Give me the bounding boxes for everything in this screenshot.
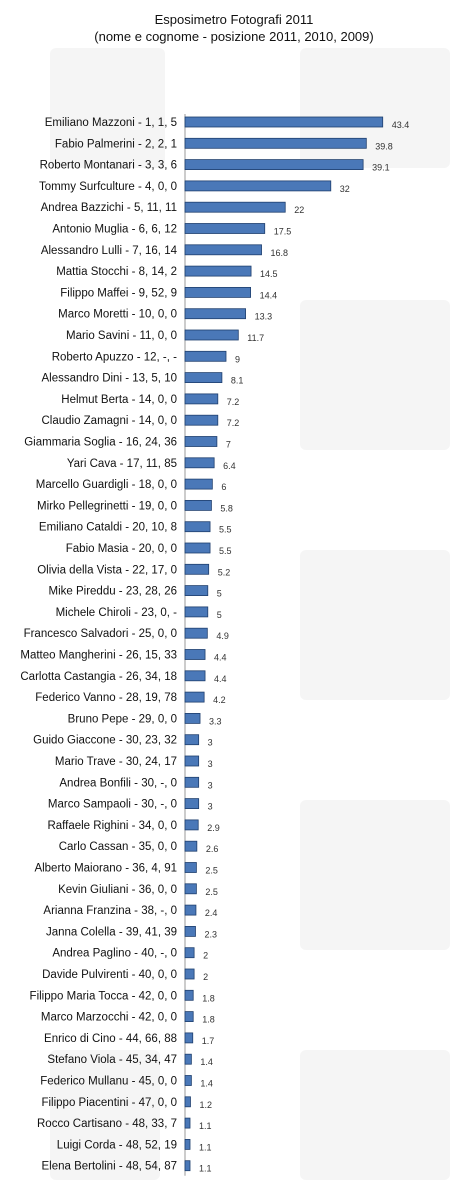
value-label: 2.4 [204,908,218,919]
value-label: 5.8 [220,503,233,514]
category-label: Kevin Giuliani - 36, 0, 0 [58,883,177,896]
category-label: Rocco Cartisano - 48, 33, 7 [37,1118,177,1131]
bar [185,543,210,553]
bar [185,1054,191,1064]
category-label: Marco Marzocchi - 42, 0, 0 [40,1011,177,1024]
bar [185,650,205,660]
category-label: Roberto Montanari - 3, 3, 6 [39,159,177,172]
category-label: Filippo Maffei - 9, 52, 9 [60,287,177,300]
category-label: Mario Trave - 30, 24, 17 [54,756,177,768]
chart-subtitle: (nome e cognome - posizione 2011, 2010, 2009) [94,29,374,44]
category-label: Fabio Masia - 20, 0, 0 [65,543,177,555]
value-label: 4.4 [214,652,227,663]
watermark-block [300,550,450,700]
category-label: Giammaria Soglia - 16, 24, 36 [24,436,177,449]
value-label: 1.1 [199,1121,212,1132]
bar [185,138,366,148]
category-label: Emiliano Cataldi - 20, 10, 8 [38,521,177,534]
bar [185,500,211,510]
category-label: Olivia della Vista - 22, 17, 0 [37,564,177,577]
bar [185,1118,190,1128]
category-label: Matteo Mangherini - 26, 15, 33 [20,649,177,662]
bar [185,330,238,340]
value-label: 3.3 [209,716,222,727]
category-label: Raffaele Righini - 34, 0, 0 [47,819,177,832]
category-label: Stefano Viola - 45, 34, 47 [47,1054,177,1067]
bar [185,1033,193,1043]
value-label: 14.4 [259,290,278,301]
category-label: Alberto Maiorano - 36, 4, 91 [34,862,177,875]
bar [185,266,251,276]
bar [185,564,209,574]
value-label: 8.1 [230,375,244,386]
category-label: Carlotta Castangia - 26, 34, 18 [20,670,177,683]
value-label: 43.4 [391,120,410,130]
value-label: 2.9 [207,822,220,833]
category-label: Michele Chiroli - 23, 0, - [55,606,177,619]
value-label: 1.7 [201,1035,215,1046]
bar [185,884,196,894]
category-label: Fabio Palmerini - 2, 2, 1 [54,138,177,151]
value-label: 5.5 [219,524,232,535]
bar [185,586,208,596]
category-label: Claudio Zamagni - 14, 0, 0 [41,415,177,428]
bar [185,628,207,638]
bar [185,756,199,766]
bar [185,777,199,787]
category-label: Carlo Cassan - 35, 0, 0 [58,841,177,854]
value-label: 11.7 [247,333,265,343]
chart-title: Esposimetro Fotografi 2011 [154,12,314,27]
bar [185,224,265,234]
value-label: 17.5 [273,226,292,237]
bar [185,1139,190,1149]
category-label: Luigi Corda - 48, 52, 19 [56,1139,177,1152]
value-label: 3 [207,759,213,769]
value-label: 2.5 [205,865,218,876]
value-label: 9 [235,354,241,365]
category-label: Janna Colella - 39, 41, 39 [45,926,177,939]
bar [185,926,195,936]
value-label: 22 [294,205,305,216]
bar [185,990,193,1000]
bar [185,713,200,723]
bar [185,671,205,681]
bar [185,351,226,361]
bar [185,479,212,489]
bar [185,799,199,809]
category-label: Elena Bertolini - 48, 54, 87 [41,1160,177,1173]
category-label: Antonio Muglia - 6, 6, 12 [52,223,177,236]
value-label: 2 [203,950,209,961]
category-label: Marcello Guardigli - 18, 0, 0 [35,479,177,492]
value-label: 1.4 [200,1057,213,1068]
category-label: Andrea Bazzichi - 5, 11, 11 [40,202,177,215]
value-label: 1.8 [202,993,215,1004]
category-label: Yari Cava - 17, 11, 85 [66,457,177,470]
category-label: Guido Giaccone - 30, 23, 32 [33,734,177,747]
value-label: 2.3 [204,929,217,940]
watermark-block [300,300,450,450]
value-label: 4.9 [216,631,229,642]
value-label: 1.4 [200,1078,213,1089]
bar [185,309,246,319]
value-label: 2 [203,972,209,982]
bar [185,863,196,873]
bar [185,1012,193,1022]
category-label: Marco Sampaoli - 30, -, 0 [47,798,177,811]
value-label: 7.2 [226,418,240,429]
value-label: 4.2 [213,695,226,706]
category-label: Filippo Piacentini - 47, 0, 0 [41,1096,177,1109]
category-label: Federico Vanno - 28, 19, 78 [35,692,177,705]
category-label: Mirko Pellegrinetti - 19, 0, 0 [37,500,177,513]
category-label: Bruno Pepe - 29, 0, 0 [67,713,177,726]
bar [185,905,196,915]
bar [185,458,214,468]
category-label: Tommy Surfculture - 4, 0, 0 [38,180,177,193]
value-label: 3 [207,801,213,812]
value-label: 1.1 [199,1163,212,1174]
category-label: Federico Mullanu - 45, 0, 0 [40,1075,177,1088]
bar [185,1161,190,1171]
watermark-block [300,800,450,950]
bar [185,969,194,979]
bar [185,245,262,255]
value-label: 3 [207,737,213,748]
bar [185,522,210,532]
category-label: Alessandro Dini - 13, 5, 10 [41,372,177,385]
value-label: 7.2 [226,396,240,407]
bar [185,202,285,212]
value-label: 13.3 [254,311,273,322]
bar [185,160,363,170]
bar [185,437,217,447]
value-label: 5.5 [219,546,232,556]
value-label: 39.1 [372,162,390,173]
category-label: Emiliano Mazzoni - 1, 1, 5 [44,117,177,129]
category-label: Roberto Apuzzo - 12, -, - [51,351,177,364]
value-label: 6 [221,482,227,493]
bar [185,820,198,830]
bar [185,735,199,745]
category-label: Mattia Stocchi - 8, 14, 2 [56,266,177,279]
bar [185,373,222,383]
category-label: Andrea Bonfili - 30, -, 0 [59,777,177,790]
category-label: Andrea Paglino - 40, -, 0 [52,947,177,960]
bar [185,415,218,425]
category-label: Alessandro Lulli - 7, 16, 14 [40,244,177,257]
value-label: 6.4 [223,460,236,471]
value-label: 3 [207,780,213,791]
category-label: Mike Pireddu - 23, 28, 26 [48,585,177,598]
value-label: 4.4 [214,673,227,684]
category-label: Filippo Maria Tocca - 42, 0, 0 [29,990,177,1003]
bar [185,607,208,617]
category-label: Arianna Franzina - 38, -, 0 [43,905,177,918]
value-label: 5.2 [217,567,231,578]
value-label: 32 [339,183,350,194]
category-label: Francesco Salvadori - 25, 0, 0 [23,628,177,641]
category-label: Davide Pulvirenti - 40, 0, 0 [42,969,177,981]
bar [185,181,331,191]
value-label: 14.5 [260,269,278,280]
bar [185,841,197,851]
bar [185,1076,191,1086]
bar [185,117,383,127]
value-label: 1.8 [202,1014,215,1025]
watermark-block [300,1050,450,1180]
value-label: 1.1 [199,1142,212,1153]
value-label: 1.2 [199,1099,212,1110]
value-label: 2.6 [205,844,219,855]
value-label: 2.5 [205,886,218,897]
value-label: 39.8 [375,141,393,152]
value-label: 5 [216,609,222,620]
bar [185,287,251,297]
category-label: Enrico di Cino - 44, 66, 88 [44,1032,177,1045]
category-label: Helmut Berta - 14, 0, 0 [61,393,177,406]
value-label: 16.8 [270,247,289,258]
bar [185,1097,190,1107]
value-label: 7 [225,439,231,450]
bar [185,692,204,702]
category-label: Marco Moretti - 10, 0, 0 [58,308,177,321]
category-label: Mario Savini - 11, 0, 0 [65,330,177,342]
bar [185,394,218,404]
bar [185,948,194,958]
value-label: 5 [216,588,222,599]
